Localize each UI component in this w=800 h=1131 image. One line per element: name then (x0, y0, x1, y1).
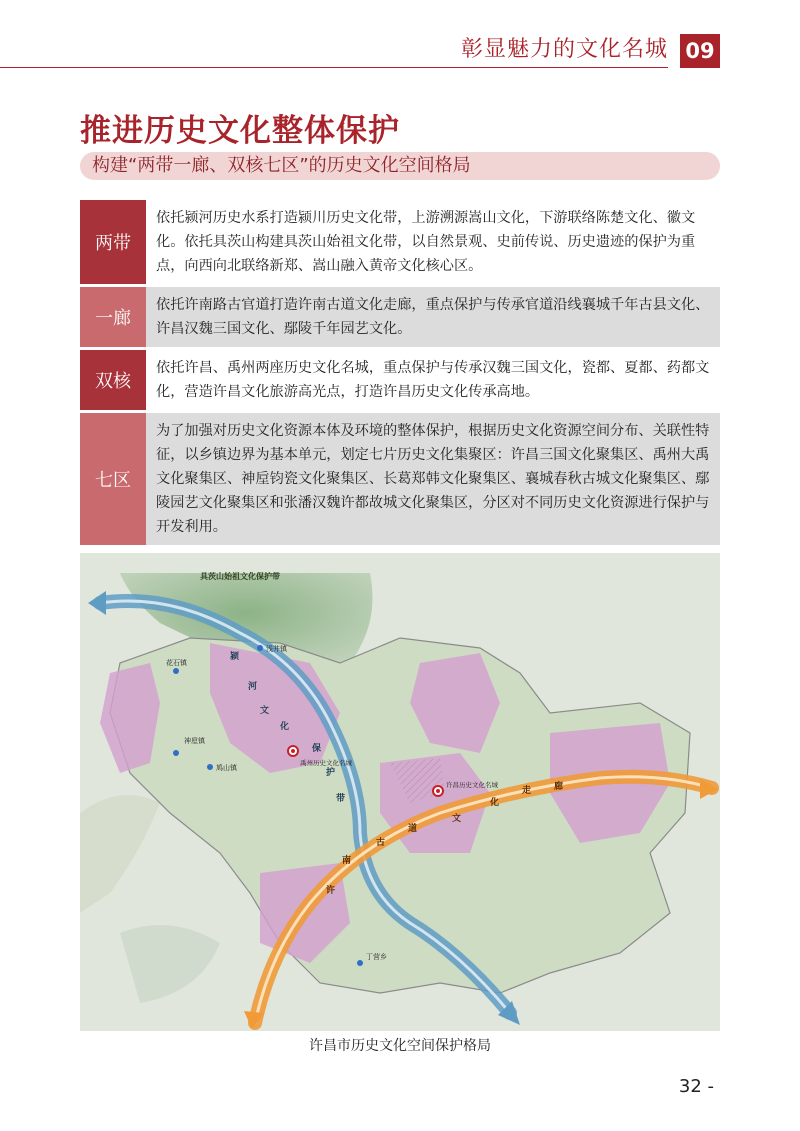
map-caption: 许昌市历史文化空间保护格局 (309, 1038, 491, 1054)
row-label: 一廊 (80, 287, 146, 347)
town-label: 浅井镇 (266, 645, 287, 653)
page-title: 推进历史文化整体保护 (80, 113, 400, 149)
corridor-char: 古 (376, 838, 386, 848)
town-label: 鸠山镇 (216, 764, 237, 772)
corridor-char: 道 (408, 824, 418, 834)
table-row-yilang (80, 287, 720, 347)
row-label: 双核 (80, 350, 146, 410)
river-band-char: 颍 (230, 652, 240, 662)
corridor-char: 文 (452, 814, 462, 824)
corridor-char: 廊 (554, 782, 564, 792)
corridor-char: 化 (490, 798, 500, 808)
corridor-char: 南 (342, 856, 352, 866)
spatial-pattern-map (80, 553, 720, 1031)
town-label: 丁营乡 (366, 953, 387, 961)
town-label: 神垕镇 (184, 737, 205, 745)
core-label: 许昌历史文化名城 (446, 781, 498, 789)
core-label: 禹州历史文化名城 (300, 759, 352, 767)
river-band-char: 护 (326, 768, 336, 778)
town-label: 花石镇 (166, 659, 187, 667)
river-band-char: 文 (260, 706, 270, 716)
cultural-band-label: 具茨山始祖文化保护带 (200, 572, 280, 581)
table-row-liangdai (80, 200, 720, 284)
section-title: 彰显魅力的文化名城 (460, 37, 668, 62)
river-band-char: 河 (248, 682, 258, 692)
table-row-qiqu (80, 413, 720, 545)
page-number: 32 - (678, 1076, 714, 1097)
subtitle-text: 构建“两带一廊、双核七区”的历史文化空间格局 (92, 155, 471, 176)
row-label: 七区 (80, 413, 146, 545)
row-text: 为了加强对历史文化资源本体及环境的整体保护，根据历史文化资源空间分布、关联性特征，以乡镇边界为基本单元，划定七片历史文化集聚区：许昌三国文化聚集区、禹州大禹文化聚集区、神垕钧瓷文化聚集区、长葛郑韩文化聚集区、襄城春秋古城文化聚集区、鄢陵园艺文化聚集区和张潘汉魏许都故城文化聚集区，分区对不同历史文化资源进行保护与开发利用。 (146, 413, 720, 545)
row-text: 依托颍河历史水系打造颍川历史文化带，上游溯源嵩山文化，下游联络陈楚文化、徽文化。依托具茨山构建具茨山始祖文化带，以自然景观、史前传说、历史遗迹的保护为重点，向西向北联络新郑、嵩山融入黄帝文化核心区。 (146, 200, 720, 284)
row-text: 依托许南路古官道打造许南古道文化走廊，重点保护与传承官道沿线襄城千年古县文化、许昌汉魏三国文化、鄢陵千年园艺文化。 (146, 287, 720, 347)
river-band-char: 化 (280, 722, 290, 732)
page-header (0, 34, 720, 68)
chapter-badge: 09 (680, 34, 720, 68)
corridor-char: 许 (326, 886, 336, 896)
header-rule (0, 67, 668, 68)
content-table (80, 200, 720, 548)
river-band-char: 保 (312, 744, 322, 754)
river-band-char: 带 (336, 794, 346, 804)
row-label: 两带 (80, 200, 146, 284)
corridor-char: 走 (522, 786, 532, 796)
row-text: 依托许昌、禹州两座历史文化名城，重点保护与传承汉魏三国文化，瓷都、夏都、药都文化，营造许昌文化旅游高光点，打造许昌历史文化传承高地。 (146, 350, 720, 410)
map-canvas (80, 553, 720, 1031)
table-row-shuanghe (80, 350, 720, 410)
subtitle-banner (80, 152, 720, 180)
